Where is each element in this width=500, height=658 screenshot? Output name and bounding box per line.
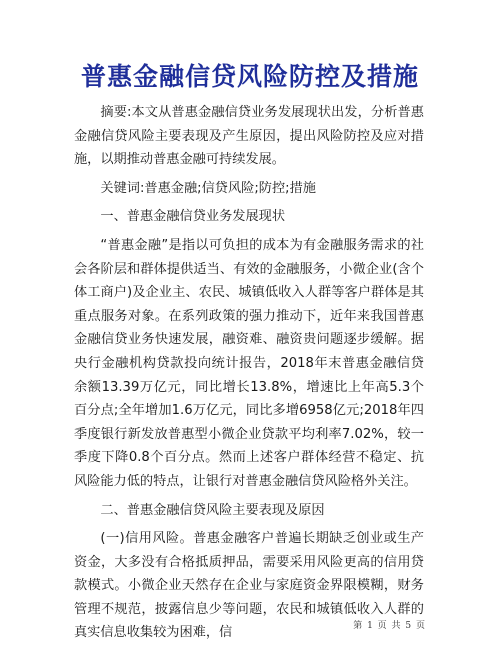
body-paragraph: “普惠金融”是指以可负担的成本为有金融服务需求的社会各阶层和群体提供适当、有效的金融服务，小微企业(含个体工商户)及企业主、农民、城镇低收入人群等客户群体是其重点服务对象。在系列政策的强力推动下，近年来我国普惠金融信贷业务快速发展，融资难、融资贵问题逐步缓解。据央行金融机构贷款投向统计报告，2018年末普惠金融信贷余额13.39万亿元，同比增长13.8%，增速比上年高5.3个百分点;全年增加1.6万亿元，同比多增6958亿元;2018年四季度银行新发放普惠型小微企业贷款平均利率7.02%，较一季度下降0.8个百分点。然而上述客户群体经营不稳定、抗风险能力低的特点，让银行对普惠金融信贷风险格外关注。 (74, 237, 424, 489)
page-number-footer: 第 1 页 共 5 页 (353, 621, 426, 631)
section-heading-1: 一、普惠金融信贷业务发展现状 (100, 209, 286, 225)
document-title: 普惠金融信贷风险防控及措施 (80, 62, 419, 91)
abstract-paragraph: 摘要:本文从普惠金融信贷业务发展现状出发，分析普惠金融信贷风险主要表现及产生原因，提出风险防控及应对措施，以期推动普惠金融可持续发展。 (74, 105, 424, 168)
keywords-paragraph: 关键词:普惠金融;信贷风险;防控;措施 (100, 180, 316, 196)
document-body (74, 101, 424, 645)
section-heading-2: 二、普惠金融信贷风险主要表现及原因 (100, 502, 325, 518)
body-paragraph: (一)信用风险。普惠金融客户普遍长期缺乏创业或生产资金，大多没有合格抵质押品，需要采用风险更高的信用贷款模式。小微企业天然存在企业与家庭资金界限模糊，财务管理不规范，披露信息少等问题，农民和城镇低收入人群的真实信息收集较为困难，信 (74, 531, 424, 641)
